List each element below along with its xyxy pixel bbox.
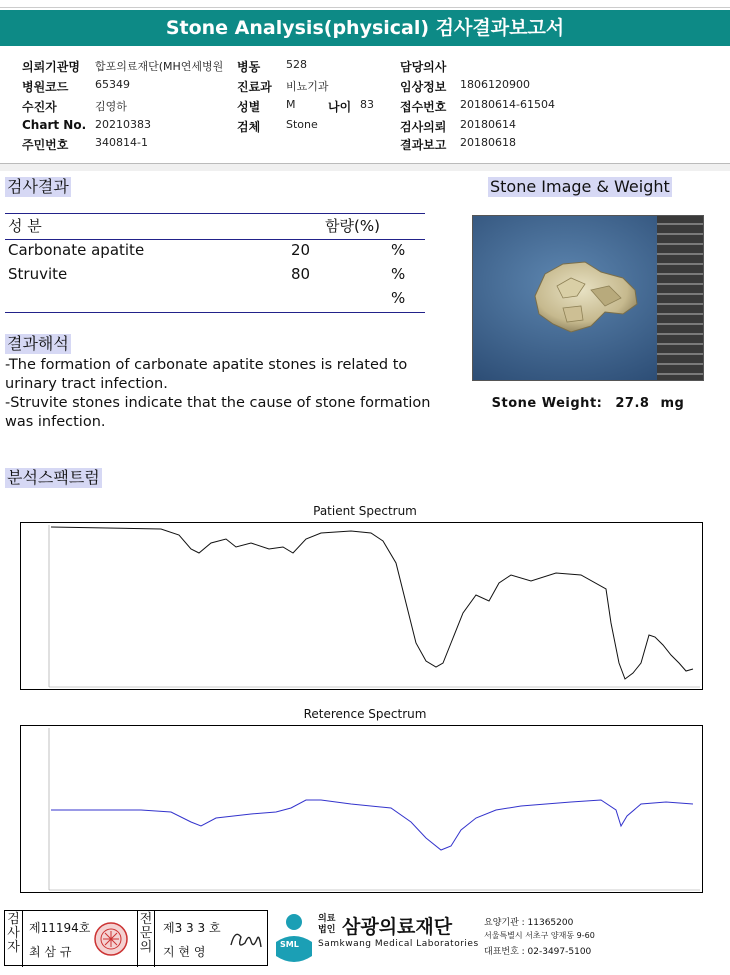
logo-text: SML [280, 940, 299, 949]
spectrum-heading: 분석스팩트럼 [7, 468, 100, 487]
chart-no-value: 20210383 [95, 118, 151, 131]
patient-spectrum-plot [21, 523, 702, 689]
row-1-component: Carbonate apatite [8, 241, 145, 259]
chart-no-label: Chart No. [22, 118, 87, 132]
patient-info [0, 52, 730, 164]
weight-value: 27.8 [615, 396, 650, 411]
reference-spectrum [20, 725, 703, 893]
seal-icon [93, 921, 129, 957]
clinical-info-label: 임상정보 [400, 80, 447, 94]
results-heading: 검사결과 [7, 177, 69, 196]
org-address: 서울특별시 서초구 양재동 9-60 [484, 931, 595, 940]
patient-spectrum-title: Patient Spectrum [313, 504, 417, 518]
reference-spectrum-plot [21, 726, 702, 892]
patient-spectrum-line [51, 527, 693, 679]
specimen-label: 검체 [237, 120, 261, 134]
receipt-no-label: 접수번호 [400, 100, 447, 114]
patient-spectrum [20, 522, 703, 690]
doctor-label: 담당의사 [400, 60, 447, 74]
row-1-unit: % [391, 241, 406, 259]
request-date-label: 검사의뢰 [400, 120, 447, 134]
reference-spectrum-title: Reterence Spectrum [303, 707, 427, 721]
ward-label: 병동 [237, 60, 261, 74]
stone-image [472, 215, 704, 381]
sex-value: M [286, 98, 296, 111]
footer [0, 906, 730, 975]
row-2-unit: % [391, 265, 406, 283]
age-label: 나이 [328, 100, 352, 114]
signature-box [4, 910, 268, 966]
sex-label: 성별 [237, 100, 261, 114]
info-separator [0, 163, 730, 171]
top-strip [0, 0, 730, 8]
doctor-no: 제3 3 3 호 [163, 921, 221, 935]
hospital-code-value: 65349 [95, 78, 130, 91]
stone-heading: Stone Image & Weight [490, 177, 670, 196]
col-content: 함량(%) [325, 217, 380, 235]
institution-label: 의뢰기관명 [22, 60, 80, 74]
patient-label: 수진자 [22, 100, 57, 114]
stone-weight [472, 396, 704, 411]
stone-photo [473, 216, 704, 381]
patient-value: 김영하 [95, 100, 127, 113]
request-date-value: 20180614 [460, 118, 516, 131]
weight-label: Stone Weight: [491, 396, 603, 411]
org-name: 삼광의료재단 [342, 916, 453, 938]
reference-spectrum-line [51, 800, 693, 850]
receipt-no-value: 20180614-61504 [460, 98, 555, 111]
report-title: Stone Analysis(physical) 검사결과보고서 [0, 10, 730, 46]
department-value: 비뇨기과 [286, 80, 329, 93]
row-2-component: Struvite [8, 265, 68, 283]
weight-unit: mg [660, 396, 685, 411]
signature-icon [227, 925, 265, 955]
specimen-value: Stone [286, 118, 318, 131]
resident-no-label: 주민번호 [22, 138, 69, 152]
row-1-value: 20 [291, 241, 311, 259]
row-3-unit: % [391, 289, 406, 307]
results-table [5, 213, 425, 313]
ward-value: 528 [286, 58, 307, 71]
col-component: 성 분 [8, 217, 42, 235]
org-english: Samkwang Medical Laboratories [318, 939, 479, 949]
report-date-label: 결과보고 [400, 138, 447, 152]
report-date-value: 20180618 [460, 136, 516, 149]
org-prefix-top: 의료 [318, 914, 336, 924]
institution-value: 합포의료재단(MH연세병원 [95, 60, 224, 73]
org-prefix-bottom: 법인 [318, 925, 336, 935]
doctor-specialist-label: 전문의 [137, 911, 155, 967]
tester-name: 최 삼 규 [29, 945, 72, 959]
hospital-code-label: 병원코드 [22, 80, 69, 94]
tester-label: 검사자 [5, 911, 23, 967]
resident-no-value: 340814-1 [95, 136, 148, 149]
doctor-name: 지 현 영 [163, 945, 206, 959]
interpretation-heading: 결과해석 [7, 334, 69, 353]
org-phone: 대표번호 : 02-3497-5100 [484, 947, 592, 957]
department-label: 진료과 [237, 80, 272, 94]
clinical-info-value: 1806120900 [460, 78, 530, 91]
interpretation-text [5, 356, 445, 432]
sml-logo-icon [272, 912, 314, 966]
tester-no: 제11194호 [29, 921, 91, 935]
interpretation-line-1: -The formation of carbonate apatite stones is related to urinary tract infection. [5, 357, 408, 392]
age-value: 83 [360, 98, 374, 111]
row-2-value: 80 [291, 265, 311, 283]
interpretation-line-2: -Struvite stones indicate that the cause of stone formation was infection. [5, 395, 431, 430]
org-code: 요양기관 : 11365200 [484, 918, 574, 928]
